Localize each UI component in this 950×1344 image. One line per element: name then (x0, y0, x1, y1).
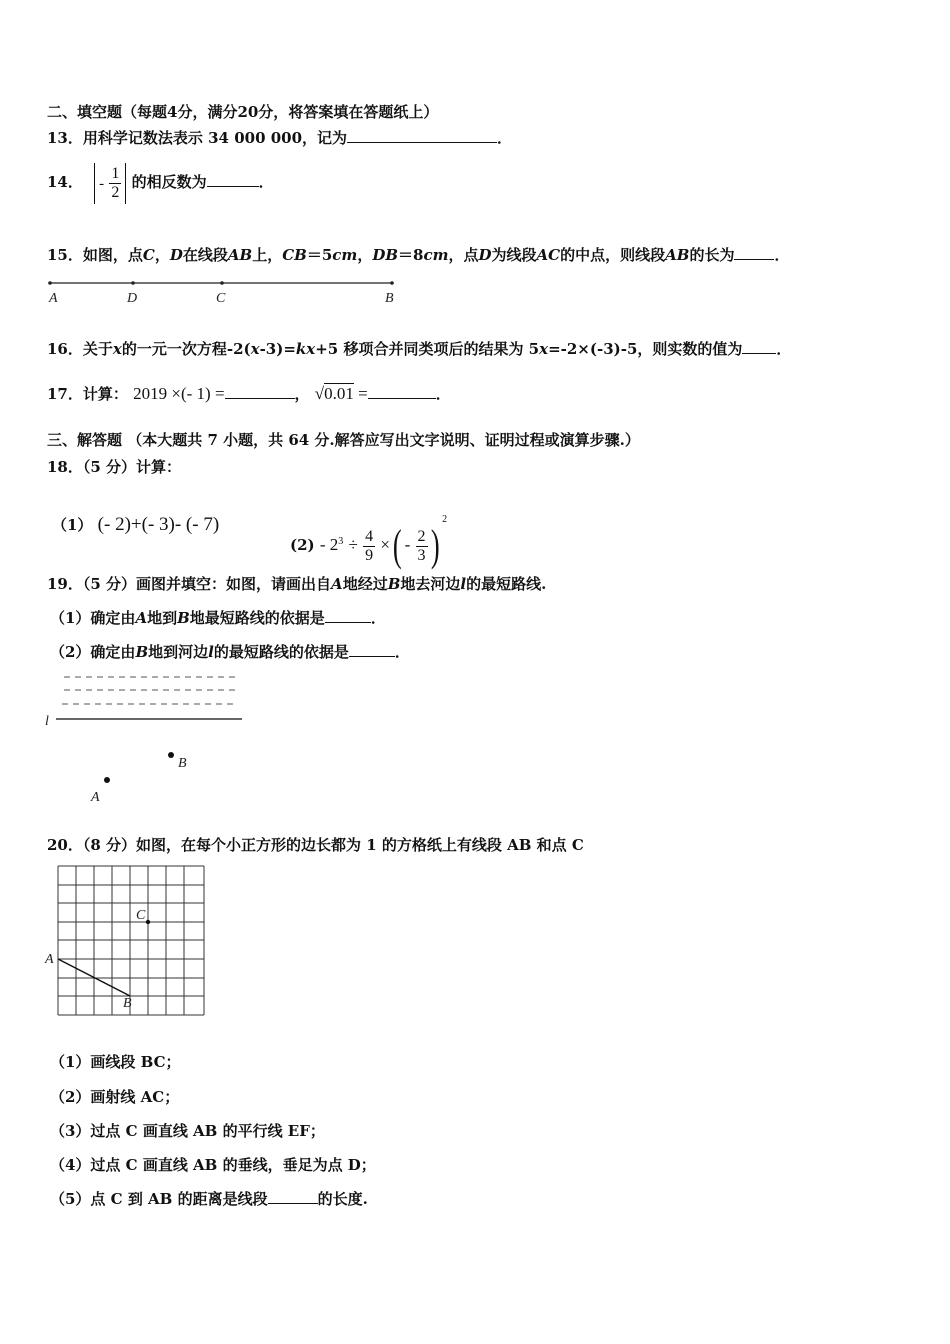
q20-task-5-end: 的长度. (317, 1190, 368, 1208)
q18-p2-frac2-den: 3 (417, 546, 426, 564)
q20-answer-blank[interactable] (268, 1189, 318, 1204)
q19-text: 19．（5 分）画图并填空：如图，请画出自 (47, 575, 332, 593)
q20-task-5-text: （5）点 C 到 AB 的距离是线段 (50, 1190, 268, 1208)
q19-var: B (387, 575, 401, 593)
q19-text: 地经过 (342, 575, 388, 593)
q18-p2-right-paren: ) (430, 521, 440, 570)
q17-expression-1: 2019 ×(- 1) = (133, 384, 225, 403)
q14-frac-den: 2 (111, 184, 120, 201)
q18-p2-frac1-num: 4 (365, 527, 374, 545)
q20-task-2: （2）画射线 AC； (50, 1088, 180, 1106)
q18-p2-exponent: 3 (338, 536, 344, 547)
q18-p1-expression: (- 2)+(- 3)- (- 7) (97, 514, 220, 535)
q15-number: 15． (47, 246, 83, 264)
q14-end: ． (258, 173, 274, 191)
q17-equals: = (358, 384, 368, 403)
q18-p2-minus: - (404, 535, 411, 554)
q15-text: ＝5 (306, 246, 333, 264)
q15-var: CB (282, 246, 307, 264)
q15-var: DB (372, 246, 399, 264)
q16-text: 关于 (82, 340, 113, 358)
q19-var: A (135, 609, 148, 627)
q19-text: 的最短路线. (466, 575, 547, 593)
point-c-label: C (216, 291, 226, 306)
q15-text: ， (357, 246, 373, 264)
q16-text: -3)= (259, 340, 296, 358)
q15-var: D (169, 246, 183, 264)
q19-var: A (331, 575, 343, 593)
q15-var: AB (665, 246, 690, 264)
question-20-head: 20．（8 分）如图，在每个小正方形的边长都为 1 的方格纸上有线段 AB 和点 C (47, 836, 584, 854)
q19-end: ． (394, 643, 410, 661)
q15-end: ． (774, 246, 790, 264)
q19-text: 地最短路线的依据是 (189, 609, 325, 627)
q17-sqrt: √0.01 = (314, 384, 368, 403)
q15-text: ，点 (448, 246, 479, 264)
q18-p2-square: 2 (442, 514, 448, 525)
q20-task-1: （1）画线段 BC； (50, 1053, 181, 1071)
q20-task-5 (50, 1189, 368, 1209)
q15-unit: cm (423, 246, 449, 264)
grid-lines (58, 866, 204, 1015)
q15-text: ， (154, 246, 170, 264)
point-c-label: C (136, 908, 146, 923)
q19-var: B (177, 609, 190, 627)
q16-var: kx (295, 340, 316, 358)
q18-p2-frac2-num: 2 (417, 527, 426, 545)
q16-number: 16． (47, 340, 83, 358)
q17-label: 计算： (82, 385, 128, 403)
river-l-label: l (45, 714, 49, 729)
q18-p2-divide: ÷ (348, 535, 358, 554)
q19-var: l (208, 643, 214, 661)
q15-text: 的长为 (689, 246, 735, 264)
q15-text: 如图，点 (82, 246, 143, 264)
question-18-head: 18．（5 分）计算： (47, 458, 182, 476)
q16-text: 的一元一次方程-2( (121, 340, 251, 358)
q19-text: 的最短路线的依据是 (213, 643, 349, 661)
q15-text: 上， (252, 246, 283, 264)
q14-number: 14． (47, 173, 83, 191)
q16-var: x (112, 340, 122, 358)
q19-text: 地去河边 (400, 575, 461, 593)
q16-var: x (539, 340, 549, 358)
q15-var: AB (227, 246, 253, 264)
q20-task-3: （3）过点 C 画直线 AB 的平行线 EF； (50, 1122, 325, 1140)
q15-text: 的中点，则线段 (560, 246, 666, 264)
q15-text: ＝8 (398, 246, 424, 264)
point-d-label: D (127, 291, 138, 306)
q19-var: B (135, 643, 149, 661)
q18-p2-times: × (380, 535, 390, 554)
q18-p2-left-paren: ( (392, 521, 402, 570)
q16-text: =-2×(-3)-5，则实数的值为 (548, 340, 743, 358)
q19-var: l (460, 575, 467, 593)
q19-text: 地到河边 (148, 643, 209, 661)
q15-text: 为线段 (491, 246, 537, 264)
q17-number: 17． (47, 385, 83, 403)
q20-task-4: （4）过点 C 画直线 AB 的垂线，垂足为点 D； (50, 1156, 376, 1174)
section-3-title: 三、解答题 （本大题共 7 小题，共 64 分.解答应写出文字说明、证明过程或演算步骤.） (47, 431, 640, 449)
q13-number: 13． (47, 129, 83, 147)
point-c-dot (146, 920, 150, 924)
point-b-label: B (123, 996, 132, 1011)
q17-sqrt-value: 0.01 (324, 384, 354, 403)
section-2-title: 二、填空题（每题4分，满分20分，将答案填在答题纸上） (47, 103, 439, 121)
q15-var: C (142, 246, 155, 264)
q16-end: ． (776, 340, 792, 358)
q15-text: 在线段 (182, 246, 228, 264)
q16-var: x (250, 340, 260, 358)
point-b-label: B (178, 756, 187, 771)
q15-var: D (478, 246, 492, 264)
q16-text: +5 移项合并同类项后的结果为 5 (315, 340, 540, 358)
q18-p2-frac1-den: 9 (365, 546, 374, 564)
point-a-label: A (49, 291, 58, 306)
q15-var: AC (536, 246, 561, 264)
point-a-label: A (45, 952, 54, 967)
q14-minus: - (99, 175, 105, 192)
q18-p1-label: （1） (52, 516, 93, 534)
point-a-label: A (91, 790, 100, 805)
q14-text: 的相反数为 (131, 173, 207, 191)
q14-frac-num: 1 (111, 165, 120, 182)
q19-text: 地到 (147, 609, 178, 627)
q15-unit: cm (332, 246, 358, 264)
q18-p2-label: (2) (290, 536, 315, 554)
q19-text: （2）确定由 (50, 643, 136, 661)
q19-text: （1）确定由 (50, 609, 136, 627)
q18-p2-base: - 2 (319, 535, 339, 554)
q13-end: ． (497, 129, 513, 147)
q17-end: ． (435, 385, 451, 403)
q19-end: ． (370, 609, 386, 627)
q13-text: 用科学记数法表示 34 000 000，记为 (82, 129, 348, 147)
point-b-label: B (385, 291, 394, 306)
q17-separator: ， (294, 385, 310, 403)
